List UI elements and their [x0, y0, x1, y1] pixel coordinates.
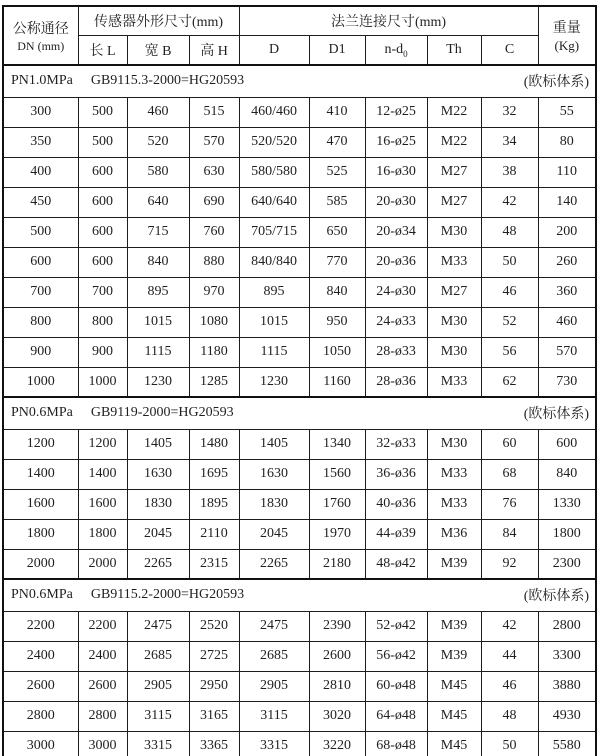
data-row [3, 701, 596, 731]
flange-d-cell: 3315 [239, 731, 309, 756]
length-l-cell: 3000 [78, 731, 127, 756]
length-l-cell: 600 [78, 157, 127, 187]
flange-d1-cell: 1160 [309, 367, 365, 397]
flange-d-cell: 2685 [239, 641, 309, 671]
width-b-cell: 580 [127, 157, 189, 187]
height-h-cell: 630 [189, 157, 239, 187]
weight-cell: 3880 [538, 671, 596, 701]
section-system-note: (欧标体系) [523, 589, 590, 605]
section-pressure-rating: PN0.6MPa [11, 587, 73, 603]
data-row [3, 157, 596, 187]
length-l-cell: 800 [78, 307, 127, 337]
dn-label-unit: DN (mm) [17, 38, 65, 53]
dn-cell: 450 [3, 187, 78, 217]
col-header-n-d0 [365, 35, 427, 65]
flange-th-cell: M30 [427, 337, 481, 367]
weight-cell: 200 [538, 217, 596, 247]
flange-d1-cell: 3020 [309, 701, 365, 731]
length-l-cell: 2600 [78, 671, 127, 701]
col-header-dn [3, 6, 78, 65]
flange-d-cell: 520/520 [239, 127, 309, 157]
flange-nd0-cell: 48-ø42 [365, 549, 427, 579]
width-b-cell: 840 [127, 247, 189, 277]
flange-c-cell: 56 [481, 337, 538, 367]
weight-cell: 360 [538, 277, 596, 307]
flange-th-cell: M39 [427, 641, 481, 671]
col-header-d1: D1 [309, 35, 365, 65]
flange-nd0-cell: 28-ø33 [365, 337, 427, 367]
data-row [3, 337, 596, 367]
flange-c-cell: 84 [481, 519, 538, 549]
flange-d1-cell: 2390 [309, 611, 365, 641]
flange-nd0-cell: 44-ø39 [365, 519, 427, 549]
length-l-cell: 600 [78, 247, 127, 277]
dn-cell: 300 [3, 97, 78, 127]
flange-c-cell: 50 [481, 247, 538, 277]
flange-c-cell: 42 [481, 611, 538, 641]
header-row-groups [3, 6, 596, 35]
length-l-cell: 1600 [78, 489, 127, 519]
flange-c-cell: 42 [481, 187, 538, 217]
weight-cell: 840 [538, 459, 596, 489]
flange-d1-cell: 2180 [309, 549, 365, 579]
col-header-weight [538, 6, 596, 65]
width-b-cell: 1115 [127, 337, 189, 367]
flange-c-cell: 60 [481, 429, 538, 459]
col-header-th: Th [427, 35, 481, 65]
height-h-cell: 2110 [189, 519, 239, 549]
nd-subscript: 0 [403, 48, 408, 59]
flange-th-cell: M33 [427, 489, 481, 519]
width-b-cell: 2685 [127, 641, 189, 671]
flange-d-cell: 1630 [239, 459, 309, 489]
data-row [3, 489, 596, 519]
weight-cell: 570 [538, 337, 596, 367]
data-row [3, 641, 596, 671]
height-h-cell: 760 [189, 217, 239, 247]
height-h-cell: 1180 [189, 337, 239, 367]
height-h-cell: 3365 [189, 731, 239, 756]
flange-th-cell: M39 [427, 549, 481, 579]
flange-c-cell: 32 [481, 97, 538, 127]
flange-th-cell: M45 [427, 701, 481, 731]
col-header-c: C [481, 35, 538, 65]
flange-nd0-cell: 28-ø36 [365, 367, 427, 397]
flange-c-cell: 50 [481, 731, 538, 756]
flange-d1-cell: 1760 [309, 489, 365, 519]
height-h-cell: 1285 [189, 367, 239, 397]
section-header-row [3, 397, 596, 429]
section-header-row [3, 65, 596, 97]
data-row [3, 187, 596, 217]
weight-cell: 2300 [538, 549, 596, 579]
col-header-width-b: 宽 B [127, 35, 189, 65]
width-b-cell: 460 [127, 97, 189, 127]
length-l-cell: 1400 [78, 459, 127, 489]
data-row [3, 97, 596, 127]
section-system-note: (欧标体系) [523, 75, 590, 91]
col-header-height-h: 高 H [189, 35, 239, 65]
flange-nd0-cell: 20-ø30 [365, 187, 427, 217]
dn-cell: 3000 [3, 731, 78, 756]
weight-cell: 460 [538, 307, 596, 337]
weight-cell: 1800 [538, 519, 596, 549]
dn-cell: 2200 [3, 611, 78, 641]
data-row [3, 277, 596, 307]
flange-d1-cell: 950 [309, 307, 365, 337]
flange-nd0-cell: 20-ø34 [365, 217, 427, 247]
dn-cell: 600 [3, 247, 78, 277]
dn-cell: 1200 [3, 429, 78, 459]
col-group-sensor-dimensions: 传感器外形尺寸(mm) [78, 6, 239, 35]
flange-d-cell: 1015 [239, 307, 309, 337]
section-pressure-rating: PN0.6MPa [11, 405, 73, 421]
flange-c-cell: 92 [481, 549, 538, 579]
width-b-cell: 1230 [127, 367, 189, 397]
weight-cell: 55 [538, 97, 596, 127]
col-header-length-l: 长 L [78, 35, 127, 65]
height-h-cell: 1895 [189, 489, 239, 519]
height-h-cell: 3165 [189, 701, 239, 731]
flange-nd0-cell: 52-ø42 [365, 611, 427, 641]
flange-d1-cell: 1050 [309, 337, 365, 367]
flange-th-cell: M30 [427, 307, 481, 337]
flange-d1-cell: 3220 [309, 731, 365, 756]
width-b-cell: 3315 [127, 731, 189, 756]
flange-d-cell: 2045 [239, 519, 309, 549]
width-b-cell: 1630 [127, 459, 189, 489]
weight-label-cn: 重量 [552, 21, 581, 36]
width-b-cell: 2265 [127, 549, 189, 579]
table-header [3, 6, 596, 65]
nd-prefix: n-d [384, 41, 404, 57]
dn-label-cn: 公称通径 [12, 21, 69, 37]
length-l-cell: 600 [78, 187, 127, 217]
flange-th-cell: M33 [427, 247, 481, 277]
dn-cell: 1000 [3, 367, 78, 397]
flange-c-cell: 62 [481, 367, 538, 397]
data-row [3, 519, 596, 549]
flange-c-cell: 52 [481, 307, 538, 337]
data-row [3, 611, 596, 641]
flange-c-cell: 34 [481, 127, 538, 157]
height-h-cell: 1695 [189, 459, 239, 489]
dn-cell: 900 [3, 337, 78, 367]
flange-d1-cell: 1560 [309, 459, 365, 489]
weight-cell: 5580 [538, 731, 596, 756]
data-row [3, 549, 596, 579]
flange-d1-cell: 1970 [309, 519, 365, 549]
weight-cell: 80 [538, 127, 596, 157]
width-b-cell: 2905 [127, 671, 189, 701]
data-row [3, 429, 596, 459]
section-standard-code: GB9115.2-2000=HG20593 [90, 587, 245, 603]
weight-cell: 140 [538, 187, 596, 217]
dn-cell: 2400 [3, 641, 78, 671]
dn-cell: 2000 [3, 549, 78, 579]
height-h-cell: 970 [189, 277, 239, 307]
col-header-d: D [239, 35, 309, 65]
flange-nd0-cell: 20-ø36 [365, 247, 427, 277]
width-b-cell: 1015 [127, 307, 189, 337]
length-l-cell: 2400 [78, 641, 127, 671]
flange-d-cell: 2475 [239, 611, 309, 641]
data-row [3, 671, 596, 701]
flange-d1-cell: 2600 [309, 641, 365, 671]
dn-cell: 350 [3, 127, 78, 157]
length-l-cell: 2000 [78, 549, 127, 579]
weight-cell: 4930 [538, 701, 596, 731]
data-row [3, 367, 596, 397]
width-b-cell: 640 [127, 187, 189, 217]
width-b-cell: 715 [127, 217, 189, 247]
flange-th-cell: M27 [427, 157, 481, 187]
width-b-cell: 2045 [127, 519, 189, 549]
flange-th-cell: M22 [427, 127, 481, 157]
flange-c-cell: 38 [481, 157, 538, 187]
height-h-cell: 2725 [189, 641, 239, 671]
flange-c-cell: 44 [481, 641, 538, 671]
flange-d-cell: 1230 [239, 367, 309, 397]
weight-cell: 110 [538, 157, 596, 187]
flange-nd0-cell: 56-ø42 [365, 641, 427, 671]
weight-cell: 2800 [538, 611, 596, 641]
table-body [3, 65, 596, 756]
length-l-cell: 2800 [78, 701, 127, 731]
length-l-cell: 1800 [78, 519, 127, 549]
section-header-cell [3, 65, 596, 97]
flange-c-cell: 48 [481, 217, 538, 247]
flange-d-cell: 460/460 [239, 97, 309, 127]
weight-label-unit: (Kg) [554, 38, 580, 53]
flange-th-cell: M27 [427, 187, 481, 217]
section-system-note: (欧标体系) [523, 407, 590, 423]
header-row-columns [3, 35, 596, 65]
length-l-cell: 600 [78, 217, 127, 247]
dn-cell: 1800 [3, 519, 78, 549]
dn-cell: 700 [3, 277, 78, 307]
section-pressure-rating: PN1.0MPa [11, 73, 73, 89]
flange-d-cell: 640/640 [239, 187, 309, 217]
flange-d1-cell: 410 [309, 97, 365, 127]
dn-cell: 500 [3, 217, 78, 247]
flange-d1-cell: 770 [309, 247, 365, 277]
weight-cell: 260 [538, 247, 596, 277]
length-l-cell: 500 [78, 127, 127, 157]
weight-cell: 3300 [538, 641, 596, 671]
section-standard-code: GB9115.3-2000=HG20593 [90, 73, 245, 89]
flange-nd0-cell: 32-ø33 [365, 429, 427, 459]
dn-cell: 1400 [3, 459, 78, 489]
flange-d-cell: 705/715 [239, 217, 309, 247]
flange-d1-cell: 1340 [309, 429, 365, 459]
width-b-cell: 2475 [127, 611, 189, 641]
height-h-cell: 690 [189, 187, 239, 217]
flange-nd0-cell: 24-ø33 [365, 307, 427, 337]
height-h-cell: 570 [189, 127, 239, 157]
width-b-cell: 895 [127, 277, 189, 307]
flange-nd0-cell: 60-ø48 [365, 671, 427, 701]
height-h-cell: 2950 [189, 671, 239, 701]
flange-nd0-cell: 68-ø48 [365, 731, 427, 756]
flange-d-cell: 895 [239, 277, 309, 307]
flange-nd0-cell: 64-ø48 [365, 701, 427, 731]
flange-nd0-cell: 24-ø30 [365, 277, 427, 307]
flange-d-cell: 1115 [239, 337, 309, 367]
flange-th-cell: M45 [427, 731, 481, 756]
section-header-cell [3, 397, 596, 429]
height-h-cell: 515 [189, 97, 239, 127]
width-b-cell: 1405 [127, 429, 189, 459]
flange-th-cell: M33 [427, 459, 481, 489]
dn-cell: 1600 [3, 489, 78, 519]
data-row [3, 217, 596, 247]
flange-d1-cell: 650 [309, 217, 365, 247]
dimension-spec-table [2, 5, 597, 756]
flange-c-cell: 68 [481, 459, 538, 489]
data-row [3, 731, 596, 756]
flange-nd0-cell: 16-ø30 [365, 157, 427, 187]
dn-cell: 2800 [3, 701, 78, 731]
flange-th-cell: M39 [427, 611, 481, 641]
length-l-cell: 1000 [78, 367, 127, 397]
flange-d1-cell: 525 [309, 157, 365, 187]
flange-d1-cell: 840 [309, 277, 365, 307]
flange-nd0-cell: 36-ø36 [365, 459, 427, 489]
flange-nd0-cell: 12-ø25 [365, 97, 427, 127]
width-b-cell: 3115 [127, 701, 189, 731]
flange-d-cell: 580/580 [239, 157, 309, 187]
width-b-cell: 520 [127, 127, 189, 157]
flange-nd0-cell: 16-ø25 [365, 127, 427, 157]
weight-cell: 1330 [538, 489, 596, 519]
flange-th-cell: M30 [427, 429, 481, 459]
col-group-flange-dimensions: 法兰连接尺寸(mm) [239, 6, 538, 35]
flange-d1-cell: 2810 [309, 671, 365, 701]
height-h-cell: 1080 [189, 307, 239, 337]
height-h-cell: 2520 [189, 611, 239, 641]
flange-th-cell: M22 [427, 97, 481, 127]
weight-cell: 600 [538, 429, 596, 459]
flange-c-cell: 46 [481, 671, 538, 701]
flange-d-cell: 3115 [239, 701, 309, 731]
section-header-cell [3, 579, 596, 611]
length-l-cell: 500 [78, 97, 127, 127]
flange-d1-cell: 470 [309, 127, 365, 157]
width-b-cell: 1830 [127, 489, 189, 519]
height-h-cell: 880 [189, 247, 239, 277]
flange-th-cell: M45 [427, 671, 481, 701]
flange-d-cell: 840/840 [239, 247, 309, 277]
flange-th-cell: M30 [427, 217, 481, 247]
flange-c-cell: 76 [481, 489, 538, 519]
section-standard-code: GB9119-2000=HG20593 [90, 405, 234, 421]
flange-d-cell: 1830 [239, 489, 309, 519]
flange-d-cell: 2265 [239, 549, 309, 579]
flange-d-cell: 2905 [239, 671, 309, 701]
flange-d-cell: 1405 [239, 429, 309, 459]
length-l-cell: 700 [78, 277, 127, 307]
length-l-cell: 2200 [78, 611, 127, 641]
data-row [3, 127, 596, 157]
flange-nd0-cell: 40-ø36 [365, 489, 427, 519]
height-h-cell: 1480 [189, 429, 239, 459]
dn-cell: 800 [3, 307, 78, 337]
dn-cell: 2600 [3, 671, 78, 701]
data-row [3, 307, 596, 337]
data-row [3, 459, 596, 489]
length-l-cell: 900 [78, 337, 127, 367]
section-header-row [3, 579, 596, 611]
data-row [3, 247, 596, 277]
height-h-cell: 2315 [189, 549, 239, 579]
weight-cell: 730 [538, 367, 596, 397]
flange-th-cell: M27 [427, 277, 481, 307]
dn-cell: 400 [3, 157, 78, 187]
flange-d1-cell: 585 [309, 187, 365, 217]
flange-c-cell: 46 [481, 277, 538, 307]
flange-c-cell: 48 [481, 701, 538, 731]
flange-th-cell: M36 [427, 519, 481, 549]
length-l-cell: 1200 [78, 429, 127, 459]
flange-th-cell: M33 [427, 367, 481, 397]
